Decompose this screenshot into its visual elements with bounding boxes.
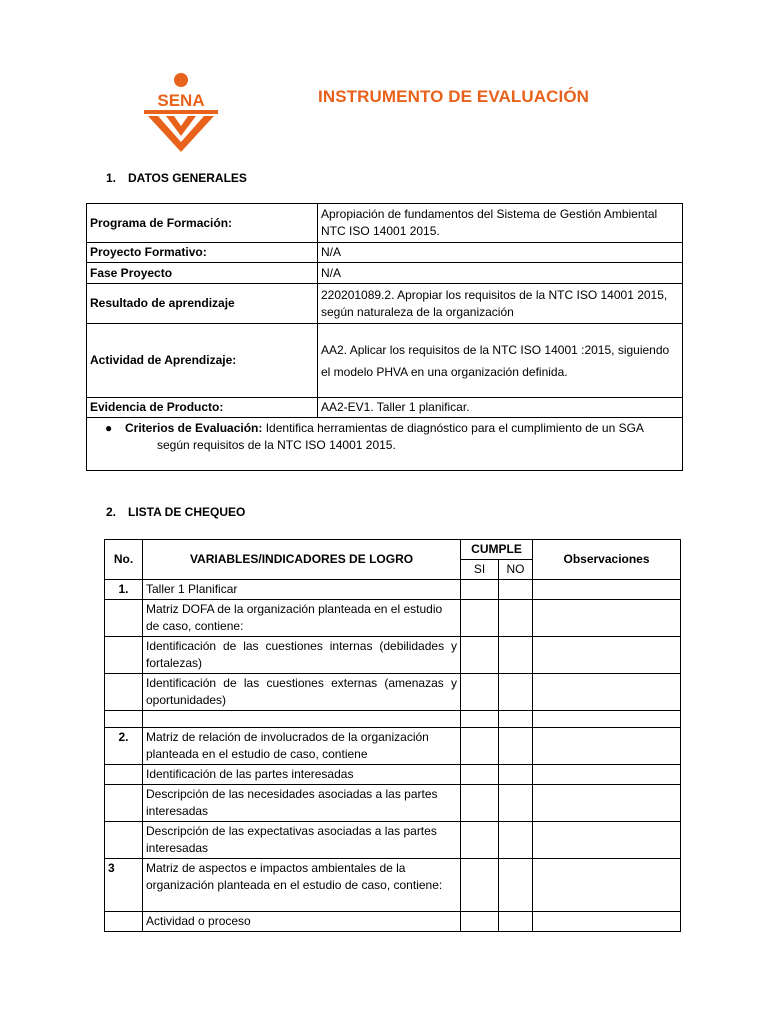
header-si: SI — [461, 560, 499, 580]
observaciones-cell[interactable] — [533, 580, 681, 600]
header-cumple: CUMPLE — [461, 540, 533, 560]
row-number — [105, 674, 143, 711]
row-value: Apropiación de fundamentos del Sistema de Gestión Ambiental NTC ISO 14001 2015. — [318, 204, 683, 243]
logo-text: SENA — [157, 91, 205, 110]
no-cell[interactable] — [499, 728, 533, 765]
no-cell[interactable] — [499, 822, 533, 859]
observaciones-cell[interactable] — [533, 728, 681, 765]
criteria-text-line1: Identifica herramientas de diagnóstico para el cumplimiento de un SGA — [265, 421, 644, 435]
section-number: 1. — [106, 171, 117, 185]
row-text: Taller 1 Planificar — [143, 580, 461, 600]
section-heading-lista-chequeo — [106, 505, 245, 519]
no-cell[interactable] — [499, 785, 533, 822]
general-data-table — [86, 203, 683, 471]
no-cell[interactable] — [499, 637, 533, 674]
row-number: 1. — [105, 580, 143, 600]
si-cell[interactable] — [461, 765, 499, 785]
no-cell[interactable] — [499, 674, 533, 711]
row-value: 220201089.2. Apropiar los requisitos de la NTC ISO 14001 2015, según naturaleza de la organización — [318, 284, 683, 324]
no-cell[interactable] — [499, 765, 533, 785]
row-text: Matriz DOFA de la organización planteada en el estudio de caso, contiene: — [143, 600, 461, 637]
no-cell[interactable] — [499, 580, 533, 600]
observaciones-cell[interactable] — [533, 822, 681, 859]
row-value: AA2-EV1. Taller 1 planificar. — [318, 398, 683, 418]
row-value: AA2. Aplicar los requisitos de la NTC ISO 14001 :2015, siguiendo el modelo PHVA en una organización definida. — [318, 324, 683, 398]
no-cell[interactable] — [499, 600, 533, 637]
header-no-col: NO — [499, 560, 533, 580]
row-number — [105, 822, 143, 859]
row-number — [105, 765, 143, 785]
row-number: 3 — [105, 859, 143, 912]
header-row — [105, 540, 681, 560]
table-row — [87, 263, 683, 284]
table-row — [105, 785, 681, 822]
row-label: Evidencia de Producto: — [87, 398, 318, 418]
table-row — [105, 711, 681, 728]
row-label: Proyecto Formativo: — [87, 243, 318, 263]
criteria-label: Criterios de Evaluación: — [125, 421, 263, 435]
section-number: 2. — [106, 505, 117, 519]
row-label: Programa de Formación: — [87, 204, 318, 243]
row-text: Descripción de las necesidades asociadas a las partes interesadas — [143, 785, 461, 822]
bullet-icon: ● — [105, 421, 113, 435]
row-text — [143, 711, 461, 728]
si-cell[interactable] — [461, 785, 499, 822]
table-row — [105, 728, 681, 765]
row-value: N/A — [318, 263, 683, 284]
table-row — [105, 580, 681, 600]
si-cell[interactable] — [461, 600, 499, 637]
table-row — [87, 204, 683, 243]
table-row — [105, 859, 681, 912]
observaciones-cell[interactable] — [533, 859, 681, 912]
criteria-cell — [87, 418, 683, 471]
observaciones-cell[interactable] — [533, 785, 681, 822]
row-number — [105, 785, 143, 822]
document-title: INSTRUMENTO DE EVALUACIÓN — [318, 87, 590, 106]
row-label: Fase Proyecto — [87, 263, 318, 284]
header-no: No. — [105, 540, 143, 580]
header-observaciones: Observaciones — [533, 540, 681, 580]
table-row — [105, 637, 681, 674]
table-row — [105, 674, 681, 711]
row-text: Actividad o proceso — [143, 912, 461, 932]
si-cell[interactable] — [461, 637, 499, 674]
observaciones-cell[interactable] — [533, 912, 681, 932]
no-cell[interactable] — [499, 859, 533, 912]
table-row — [87, 284, 683, 324]
row-text: Descripción de las expectativas asociadas a las partes interesadas — [143, 822, 461, 859]
si-cell[interactable] — [461, 711, 499, 728]
table-row — [105, 912, 681, 932]
observaciones-cell[interactable] — [533, 600, 681, 637]
row-number — [105, 600, 143, 637]
row-number: 2. — [105, 728, 143, 765]
table-row — [87, 398, 683, 418]
si-cell[interactable] — [461, 674, 499, 711]
criteria-text-line2: según requisitos de la NTC ISO 14001 2015. — [157, 438, 396, 452]
row-text: Matriz de relación de involucrados de la organización planteada en el estudio de caso, contiene — [143, 728, 461, 765]
table-row — [105, 600, 681, 637]
table-row — [105, 765, 681, 785]
observaciones-cell[interactable] — [533, 765, 681, 785]
observaciones-cell[interactable] — [533, 637, 681, 674]
criteria-row — [87, 418, 683, 471]
table-row — [87, 324, 683, 398]
row-label: Actividad de Aprendizaje: — [87, 324, 318, 398]
si-cell[interactable] — [461, 580, 499, 600]
no-cell[interactable] — [499, 912, 533, 932]
row-value: N/A — [318, 243, 683, 263]
row-text: Matriz de aspectos e impactos ambientales de la organización planteada en el estudio de caso, contiene: — [143, 859, 461, 912]
observaciones-cell[interactable] — [533, 674, 681, 711]
row-text: Identificación de las cuestiones externas (amenazas y oportunidades) — [143, 674, 461, 711]
si-cell[interactable] — [461, 822, 499, 859]
table-row — [105, 822, 681, 859]
observaciones-cell[interactable] — [533, 711, 681, 728]
no-cell[interactable] — [499, 711, 533, 728]
si-cell[interactable] — [461, 859, 499, 912]
row-number — [105, 912, 143, 932]
sena-logo — [142, 72, 220, 152]
section-title: DATOS GENERALES — [128, 171, 247, 185]
row-text: Identificación de las partes interesadas — [143, 765, 461, 785]
section-title: LISTA DE CHEQUEO — [128, 505, 246, 519]
row-number — [105, 711, 143, 728]
checklist-table — [104, 539, 681, 932]
row-text: Identificación de las cuestiones internas (debilidades y fortalezas) — [143, 637, 461, 674]
header-variables: VARIABLES/INDICADORES DE LOGRO — [143, 540, 461, 580]
si-cell[interactable] — [461, 728, 499, 765]
table-row — [87, 243, 683, 263]
section-heading-datos-generales — [106, 171, 247, 185]
row-number — [105, 637, 143, 674]
row-label: Resultado de aprendizaje — [87, 284, 318, 324]
si-cell[interactable] — [461, 912, 499, 932]
